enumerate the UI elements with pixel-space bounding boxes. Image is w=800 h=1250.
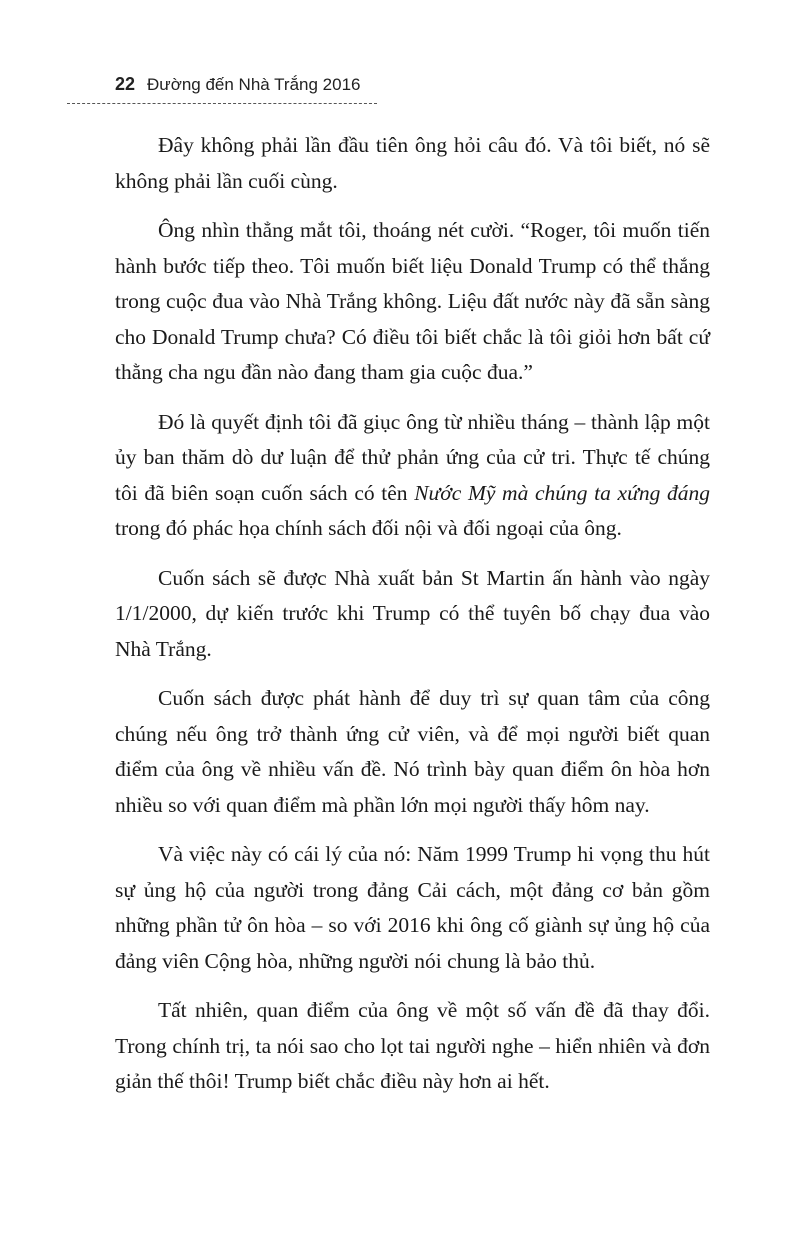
header-dashed-rule <box>67 103 377 104</box>
book-title-italic: Nước Mỹ mà chúng ta xứng đáng <box>414 480 710 505</box>
paragraph-3-text-before: Đó là quyết định tôi đã giục ông từ nhiều tháng – thành lập một ủy ban thăm dò dư luận để thử phản ứng của cử tri. Thực tế chúng tôi đã biên soạn cuốn sách có tên <box>115 409 710 505</box>
page-number: 22 <box>115 74 136 94</box>
paragraph-5: Cuốn sách được phát hành để duy trì sự quan tâm của công chúng nếu ông trở thành ứng cử viên, và để mọi người biết quan điểm của ông về nhiều vấn đề. Nó trình bày quan điểm ôn hòa hơn nhiều so với quan điểm mà phần lớn mọi người thấy hôm nay. <box>115 686 710 817</box>
running-header <box>115 74 360 95</box>
paragraph-6: Và việc này có cái lý của nó: Năm 1999 Trump hi vọng thu hút sự ủng hộ của người trong đảng Cải cách, một đảng cơ bản gồm những phần tử ôn hòa – so với 2016 khi ông cố giành sự ủng hộ của đảng viên Cộng hòa, những người nói chung là bảo thủ. <box>115 842 710 973</box>
paragraph-1: Đây không phải lần đầu tiên ông hỏi câu đó. Và tôi biết, nó sẽ không phải lần cuối cùng. <box>115 133 710 193</box>
paragraph-2: Ông nhìn thẳng mắt tôi, thoáng nét cười. “Roger, tôi muốn tiến hành bước tiếp theo. Tôi muốn biết liệu Donald Trump có thể thắng trong cuộc đua vào Nhà Trắng không. Liệu đất nước này đã sẵn sàng cho Donald Trump chưa? Có điều tôi biết chắc là tôi giỏi hơn bất cứ thằng cha ngu đần nào đang tham gia cuộc đua.” <box>115 218 710 384</box>
paragraph-7: Tất nhiên, quan điểm của ông về một số vấn đề đã thay đổi. Trong chính trị, ta nói sao cho lọt tai người nghe – hiển nhiên và đơn giản thế thôi! Trump biết chắc điều này hơn ai hết. <box>115 998 710 1093</box>
paragraph-3-text-after: trong đó phác họa chính sách đối nội và đối ngoại của ông. <box>115 516 622 540</box>
paragraph-4: Cuốn sách sẽ được Nhà xuất bản St Martin ấn hành vào ngày 1/1/2000, dự kiến trước khi Trump có thể tuyên bố chạy đua vào Nhà Trắng. <box>115 565 710 661</box>
body-text <box>115 128 710 1114</box>
paragraph-3 <box>115 405 710 547</box>
running-title: Đường đến Nhà Trắng 2016 <box>147 75 361 94</box>
